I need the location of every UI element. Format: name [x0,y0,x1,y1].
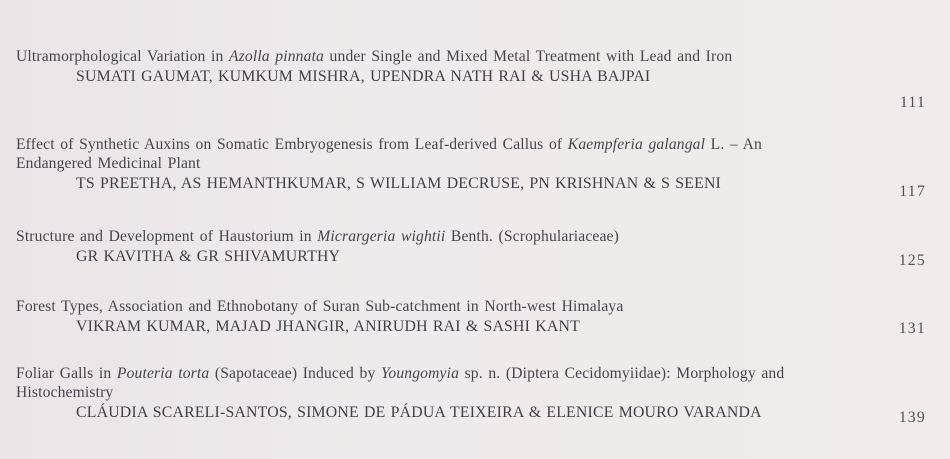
title-text: sp. n. (Diptera Cecidomyiidae): Morphology and Histochemistry [16,365,785,401]
title-text: (Sapotaceae) Induced by [209,365,381,382]
species-name: Azolla pinnata [229,48,324,65]
article-authors: SUMATI GAUMAT, KUMKUM MISHRA, UPENDRA NATH RAI & USHA BAJPAI [76,68,651,85]
genus-name: Youngomyia [380,365,460,382]
title-text: Foliar Galls in [16,365,117,382]
article-title [16,297,916,316]
title-text: under Single and Mixed Metal Treatment with Lead and Iron [324,48,733,65]
title-text: Structure and Development of Haustorium in [16,228,318,245]
title-text: Forest Types, Association and Ethnobotany of Suran Sub-catchment in North-west Himalaya [16,298,624,315]
toc-entry [16,135,926,200]
toc-entry [16,364,926,426]
article-title [16,364,806,402]
article-title [16,135,806,173]
title-text: Benth. (Scrophulariaceae) [445,228,619,245]
article-authors: VIKRAM KUMAR, MAJAD JHANGIR, ANIRUDH RAI & SASHI KANT [76,318,580,335]
page-number: 131 [898,320,926,337]
title-text: Ultramorphological Variation in [16,48,229,65]
article-title [16,227,806,246]
article-authors: GR KAVITHA & GR SHIVAMURTHY [76,248,341,265]
toc-entry [16,47,926,111]
page-number: 139 [898,409,926,426]
toc-entry [16,297,926,336]
toc-entry [16,227,926,269]
species-name: Kaempferia galangal [567,136,706,153]
title-text: L. – An Endangered Medicinal Plant [16,136,762,172]
species-name: Micrargeria wightii [317,228,446,245]
page-number: 111 [899,94,926,111]
page-number: 117 [899,183,926,200]
species-name: Pouteria torta [116,365,210,382]
article-authors: CLÁUDIA SCARELI-SANTOS, SIMONE DE PÁDUA TEIXEIRA & ELENICE MOURO VARANDA [76,404,762,421]
title-text: Effect of Synthetic Auxins on Somatic Embryogenesis from Leaf-derived Callus of [16,136,568,153]
article-authors: TS PREETHA, AS HEMANTHKUMAR, S WILLIAM DECRUSE, PN KRISHNAN & S SEENI [76,175,722,192]
page-number: 125 [898,252,926,269]
article-title [16,47,806,66]
